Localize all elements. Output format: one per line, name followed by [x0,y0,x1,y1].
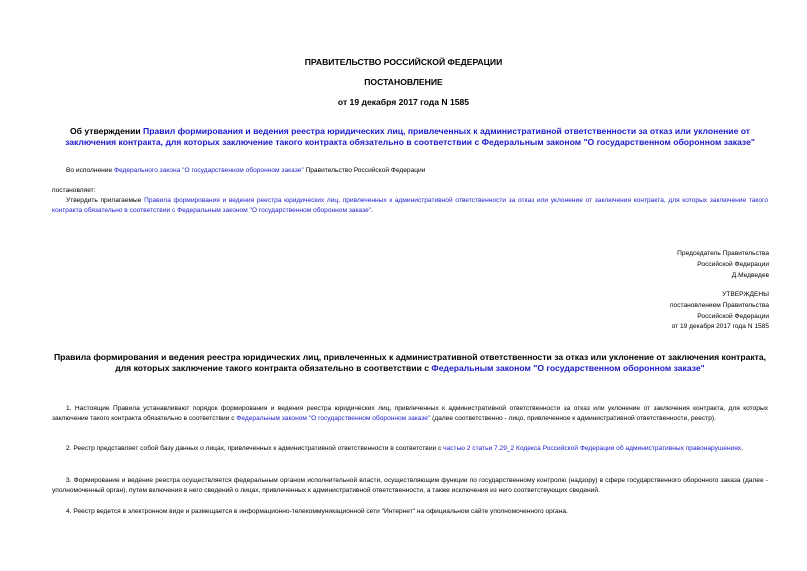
approval-line-2: постановлением Правительства [669,301,769,309]
document-title [52,126,768,148]
signature-block [677,249,769,281]
p1-law-link[interactable]: Федеральным законом "О государственном оборонном заказе" [236,415,431,423]
p2-suffix: . [741,445,743,452]
decision-label: постановляет: [52,187,96,194]
title-prefix: Об утверждении [70,126,144,136]
preamble-law-link[interactable]: Федерального закона "О государственном оборонном заказе" [113,167,304,174]
p2-code-link[interactable]: частью 2 статьи 7.29_2 Кодекса Российской Федерации об административных правонарушениях [443,445,742,452]
decision-text [52,196,768,217]
decision-prefix: Утвердить прилагаемые [66,197,145,204]
preamble-prefix: Во исполнение [66,167,114,174]
decision-rules-link[interactable]: Правила формирования и ведения реестра юридических лиц, привлеченных к административной ответственности за отказ или уклонение от заключения контракта, для которых заключение такого контракта обязательно в соответствии с Федеральным законом "О государственном оборонном заказе" [52,197,768,215]
p1-suffix: (далее соответственно - лицо, привлеченное к административной ответственности, реестр). [430,415,716,423]
approval-line-3: Российской Федерации [697,312,769,320]
doc-type-heading: ПОСТАНОВЛЕНИЕ [364,77,443,87]
rules-title-text: Правила формирования и ведения реестра юридических лиц, привлеченных к административной ответственности за отказ или уклонение от заключения контракта, для которых заключение такого контракта обязательно в соответствии с [53,352,767,373]
signature-line-2: Российской Федерации [697,260,769,268]
paragraph-1 [52,404,768,425]
paragraph-2 [52,444,768,454]
paragraph-3: 3. Формирование и ведение реестра осуществляется федеральным органом исполнительной власти, осуществляющим функции по государственному контролю (надзору) в сфере государственного оборонного заказа (далее - уполномоченный орган), путем включения в него сведений о лицах, привлеченных к административной ответственности, а также исключения из него соответствующих сведений. [52,477,768,495]
preamble-suffix: Правительство Российской Федерации [303,167,426,174]
preamble [66,166,766,176]
org-heading: ПРАВИТЕЛЬСТВО РОССИЙСКОЙ ФЕДЕРАЦИИ [304,57,503,67]
p1-prefix: 1. Настоящие Правила устанавливают порядок формирования и ведения реестра юридических лиц, привлеченных к административной ответственности за отказ или уклонение от заключения контракта, для которых заключение такого контракта обязательно в соответствии с [52,405,768,423]
signature-line-3: Д.Медведев [731,271,769,279]
signature-line-1: Председатель Правительства [677,250,769,257]
decision-suffix: . [371,207,373,215]
p2-prefix: 2. Реестр представляет собой базу данных о лицах, привлеченных к административной ответственности в соответствии с [66,445,444,452]
rules-title [52,352,768,374]
approval-line-4: от 19 декабря 2017 года N 1585 [671,323,769,331]
date-number-heading: от 19 декабря 2017 года N 1585 [337,97,470,107]
paragraph-4: 4. Реестр ведется в электронном виде и размещается в информационно-телекоммуникационной сети "Интернет" на официальном сайте уполномоченного органа. [66,508,568,515]
title-link[interactable]: Правил формирования и ведения реестра юридических лиц, привлеченных к административной ответственности за отказ или уклонение от заключения контракта, для которых заключение такого контракта обязательно в соответствии с Федеральным законом "О государственном оборонном заказе" [65,126,755,147]
rules-title-law-link[interactable]: Федеральным законом "О государственном оборонном заказе" [431,363,705,373]
approval-line-1: УТВЕРЖДЕНЫ [722,291,769,298]
approval-block [670,290,769,333]
